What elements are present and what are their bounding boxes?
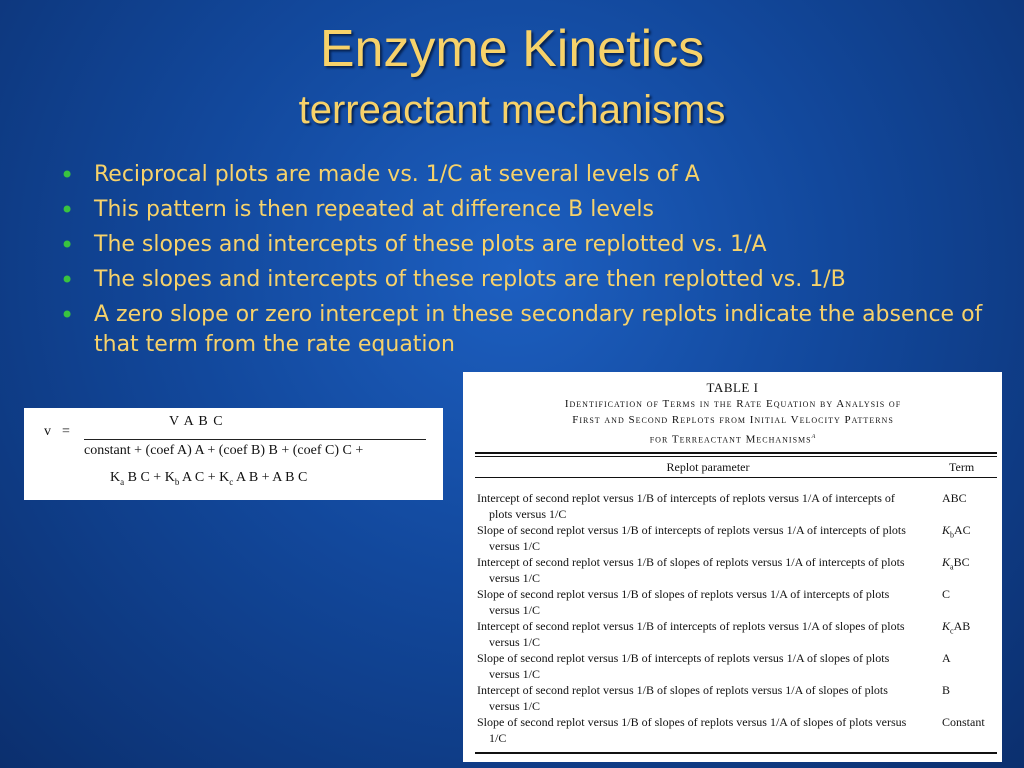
equation-denominator-line2: $K_a$ B $C + K_b$ A $C + K_c$ A B + A B C bbox=[110, 470, 308, 487]
slide-subtitle: terreactant mechanisms bbox=[298, 88, 726, 132]
bullet-text: The slopes and intercepts of these plots are replotted vs. 1/A bbox=[94, 232, 767, 257]
bullet-dot-icon: • bbox=[60, 301, 75, 329]
equation-lhs: v bbox=[44, 424, 51, 439]
bullet-dot-icon: • bbox=[60, 196, 75, 224]
bullet-item bbox=[58, 230, 998, 260]
bullet-item bbox=[58, 195, 998, 225]
bullet-text: This pattern is then repeated at difference B levels bbox=[94, 197, 654, 222]
table-rule bbox=[475, 477, 997, 478]
table-row: Slope of second replot versus 1/B of slopes of replots versus 1/A of slopes of plots versus 1/C Constant bbox=[477, 715, 985, 745]
header-term: Term bbox=[949, 460, 975, 474]
bullet-dot-icon: • bbox=[60, 231, 75, 259]
bullet-dot-icon: • bbox=[60, 266, 75, 294]
rate-equation-image bbox=[24, 408, 443, 500]
bullet-text: The slopes and intercepts of these replots are then replotted vs. 1/B bbox=[94, 267, 846, 292]
equation-denominator-line1: constant + (coef A) A + (coef B) B + (coef C) C + bbox=[84, 443, 364, 458]
fraction-bar bbox=[84, 439, 426, 440]
table-caption: Identification of Terms in the Rate Equation by Analysis of First and Second Replots from Initial Velocity Patterns for Terreactant Mechanisms$^a$ bbox=[564, 398, 902, 446]
table-row: Intercept of second replot versus 1/B of slopes of replots versus 1/A of intercepts of plots versus 1/C $K_aBC$ bbox=[477, 555, 970, 585]
bullet-list bbox=[58, 160, 998, 365]
table-rule bbox=[475, 452, 997, 454]
table-row: Slope of second replot versus 1/B of slopes of replots versus 1/A of intercepts of plots versus 1/C C bbox=[477, 587, 951, 617]
table-row: Slope of second replot versus 1/B of intercepts of replots versus 1/A of intercepts of plots versus 1/C $K_bAC$ bbox=[477, 523, 971, 553]
header-replot-parameter: Replot parameter bbox=[666, 460, 750, 474]
bullet-text: A zero slope or zero intercept in these secondary replots indicate the absence of that term from the rate equation bbox=[94, 302, 983, 357]
table-row: Intercept of second replot versus 1/B of intercepts of replots versus 1/A of intercepts of plots versus 1/C ABC bbox=[477, 491, 967, 521]
replot-table-image bbox=[463, 372, 1002, 762]
equation-equals: = bbox=[62, 424, 70, 439]
bullet-item bbox=[58, 265, 998, 295]
table-row: Intercept of second replot versus 1/B of intercepts of replots versus 1/A of slopes of plots versus 1/C $K_cAB$ bbox=[477, 619, 971, 649]
bullet-text: Reciprocal plots are made vs. 1/C at several levels of A bbox=[94, 162, 700, 187]
equation-numerator: V A B C bbox=[169, 414, 224, 429]
table-rule bbox=[475, 752, 997, 754]
bullet-item bbox=[58, 300, 998, 360]
table-row: Slope of second replot versus 1/B of intercepts of replots versus 1/A of slopes of plots versus 1/C A bbox=[477, 651, 951, 681]
bullet-dot-icon: • bbox=[60, 161, 75, 189]
table-rule bbox=[475, 456, 997, 457]
slide-title: Enzyme Kinetics bbox=[319, 20, 705, 78]
bullet-item bbox=[58, 160, 998, 190]
table-label: TABLE I bbox=[706, 380, 759, 395]
table-row: Intercept of second replot versus 1/B of slopes of replots versus 1/A of slopes of plots versus 1/C B bbox=[477, 683, 951, 713]
